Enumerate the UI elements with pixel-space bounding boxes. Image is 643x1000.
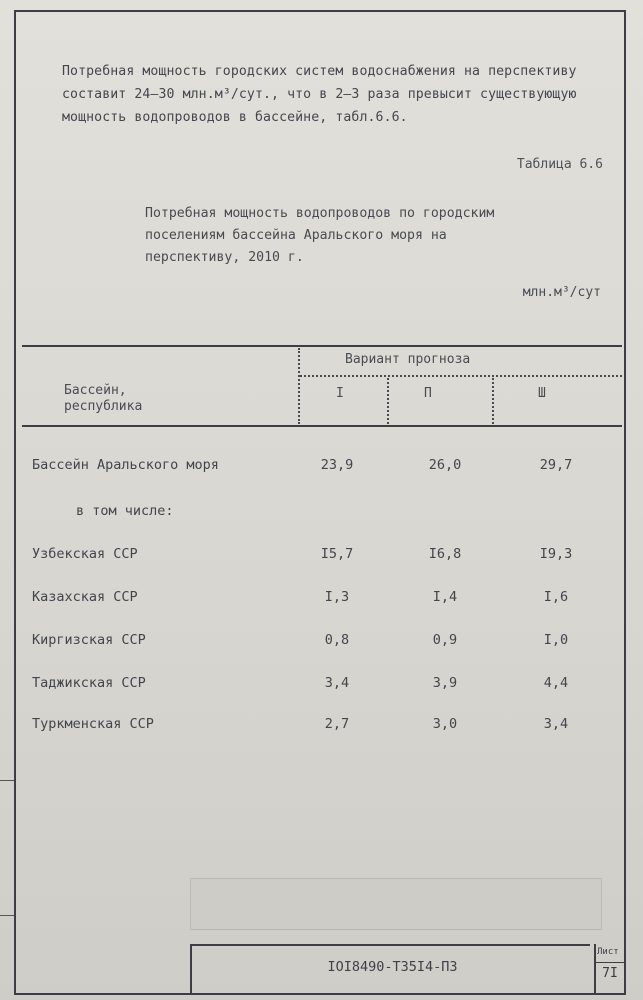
row-name: Казахская ССР [32, 589, 138, 605]
faded-stamp-mark [190, 878, 602, 930]
table-row [32, 546, 612, 570]
row-value: 3,4 [543, 716, 569, 732]
table-row [32, 457, 612, 481]
header-divider [298, 348, 300, 424]
row-value: 26,0 [428, 457, 462, 473]
table-label: Таблица 6.6 [516, 157, 603, 172]
row-value: I9,3 [539, 546, 573, 562]
sheet-box-divider [594, 962, 626, 963]
table-row [32, 632, 612, 656]
row-value: 3,4 [324, 675, 350, 691]
table-row [32, 675, 612, 699]
row-name: Таджикская ССР [32, 675, 146, 691]
row-value: 3,0 [432, 716, 458, 732]
table-caption: Потребная мощность водопроводов по городским поселениям бассейна Аральского моря на перспективу, 2010 г. [145, 206, 495, 265]
row-value: 29,7 [539, 457, 573, 473]
row-name: Киргизская ССР [32, 632, 146, 648]
row-value: 3,9 [432, 675, 458, 691]
table-row [32, 589, 612, 613]
margin-divider [0, 915, 14, 916]
row-value: I,3 [324, 589, 350, 605]
header-divider [387, 378, 389, 424]
row-name: Узбекская ССР [32, 546, 138, 562]
header-variant-1: I [336, 386, 344, 401]
table-top-rule [22, 345, 622, 347]
table-row [76, 503, 643, 527]
table-header-rule [22, 425, 622, 427]
intro-paragraph: Потребная мощность городских систем водоснабжения на перспективу составит 24–30 млн.м³/сут., что в 2–3 раза превысит существующую мощность водопроводов в бассейне, табл.6.6. [62, 64, 577, 125]
row-value: I,4 [432, 589, 458, 605]
row-value: I6,8 [428, 546, 462, 562]
row-value: 23,9 [320, 457, 354, 473]
document-code: IOI8490-Т35I4-ПЗ [327, 959, 458, 975]
sheet-number: 7I [602, 966, 618, 981]
table-row [32, 716, 612, 740]
header-variant: Вариант прогноза [345, 352, 471, 367]
row-value: 2,7 [324, 716, 350, 732]
header-region: Бассейн, республика [64, 383, 143, 414]
margin-divider [0, 780, 14, 996]
row-value: I5,7 [320, 546, 354, 562]
table-unit: млн.м³/сут [522, 285, 601, 300]
row-name: Бассейн Аральского моря [32, 457, 219, 473]
header-variant-2: П [424, 386, 432, 401]
row-value: I,0 [543, 632, 569, 648]
sheet-label: Лист [597, 947, 619, 957]
header-variant-3: Ш [538, 386, 546, 401]
row-value: I,6 [543, 589, 569, 605]
row-value: 0,9 [432, 632, 458, 648]
header-divider [492, 378, 494, 424]
row-value: 4,4 [543, 675, 569, 691]
row-name: Туркменская ССР [32, 716, 154, 732]
row-name: в том числе: [76, 503, 174, 519]
header-subdivider [300, 375, 622, 377]
row-value: 0,8 [324, 632, 350, 648]
